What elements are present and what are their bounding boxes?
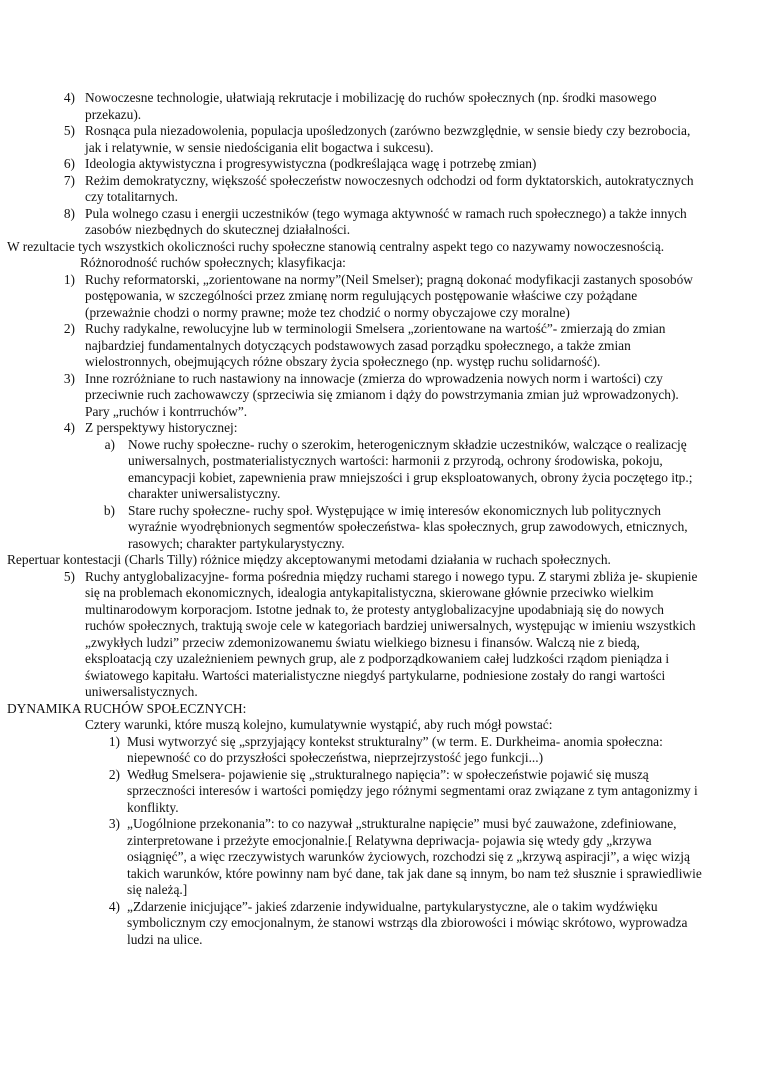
list-number: 6) [63,156,75,171]
list-number: 2) [108,766,120,782]
list-number: 8) [63,205,75,221]
list-item [0,173,700,206]
list-item [0,272,700,322]
list-number: 3) [108,816,120,831]
paragraph-repertoire: Repertuar kontestacji (Charls Tilly) różnice między akceptowanymi metodami działania w ruchach społecznych. [7,552,611,567]
list-text: Według Smelsera- pojawienie się „strukturalnego napięcia”: w społeczeństwie pojawić się muszą sprzeczności interesów i wartości pomiędzy jego różnymi segmentami oraz związane z tym antagonizmy i konflikty. [127,766,698,815]
list-text: Ruchy radykalne, rewolucyjne lub w terminologii Smelsera „zorientowane na wartość”- zmierzają do zmian najbardziej fundamentalnych dotyczących podstawowych zasad porządku społecznego, a także zmian wielostronnych, obejmujących różne obszary życia społecznego (np. występ ruchu solidarność). [85,321,666,369]
list-item [0,371,700,421]
list-text: „Uogólnione przekonania”: to co nazywał „strukturalne napięcie” musi być zauważone, zdefiniowane, zinterpretowane i przeżyte emocjonalnie.[ Relatywna depriwacja- pojawia się wtedy gdy „krzywa osiągnięć”, a więc rzeczywistych warunków życiowych, rozchodzi się z „krzywą aspiracji”, a więc wizją takich warunków, które powinny nam być dane, tak jak dane są innym, bo nam też słusznie i sprawiedliwie się należą.] [127,816,702,897]
list-item [0,123,700,156]
list-item [0,816,710,899]
list-number: 1) [63,271,75,287]
list-item [0,734,710,767]
list-text: Ideologia aktywistyczna i progresywistyczna (podkreślająca wagę i potrzebę zmian) [85,156,537,171]
list-text: Nowoczesne technologie, ułatwiają rekrutacje i mobilizację do ruchów społecznych (np. środki masowego przekazu). [85,90,657,122]
list-letter: b) [103,502,115,518]
list-item [0,899,710,949]
list-item [0,90,700,123]
list-item [0,156,700,173]
paragraph-result: W rezultacie tych wszystkich okoliczności ruchy społeczne stanowią centralny aspekt tego co nazywamy nowoczesnością. [7,238,665,254]
list-number: 4) [63,420,75,435]
heading-dynamics: DYNAMIKA RUCHÓW SPOŁECZNYCH: [7,700,247,716]
list-item [0,321,700,371]
sub-list-item [0,503,695,553]
list-number: 7) [63,172,75,188]
list-text: Ruchy reformatorski, „zorientowane na normy”(Neil Smelser); pragną dokonać modyfikacji zastanych sposobów postępowania, w szczególności przez zmianę norm regulujących postępowanie właściwe czy pożądane (przeważnie chodzi o normy prawne; może tez chodzić o normy obyczajowe czy moralne) [85,271,693,320]
list-number: 4) [108,898,120,914]
list-number: 5) [63,568,75,584]
list-text: Stare ruchy społeczne- ruchy społ. Występujące w imię interesów ekonomicznych lub politycznych wyraźnie wyodrębnionych segmentów społeczeństwa- klas społecznych, grup zawodowych, etnicznych, rasowych; charakter partykularystyczny. [128,502,688,551]
list-text: Inne rozróżniane to ruch nastawiony na innowacje (zmierza do wprowadzenia nowych norm i wartości) czy przeciwnie ruch zachowawczy (sprzeciwia się zmianom i dąży do powstrzymania zmian już wprowadzonych). Pary „ruchów i kontrruchów”. [85,370,679,419]
list-number: 3) [63,370,75,386]
list-item [0,420,700,437]
list-item [0,767,710,817]
list-number: 4) [63,90,75,105]
list-text: Musi wytworzyć się „sprzyjający kontekst strukturalny” (w term. E. Durkheima- anomia społeczna: niepewność co do przyszłości społeczeństwa, nieprzejrzystość jego funkcji...) [127,733,663,765]
list-text: „Zdarzenie inicjujące”- jakieś zdarzenie indywidualne, partykularystyczne, ale o takim wydźwięku symbolicznym czy emocjonalnym, że stanowi wstrząs dla zbiorowości i mówiąc skrótowo, wyprowadza ludzi na ulice. [127,898,688,947]
heading-classification: Różnorodność ruchów społecznych; klasyfikacja: [80,255,346,270]
list-text: Reżim demokratyczny, większość społeczeństw nowoczesnych odchodzi od form dyktatorskich, autokratycznych czy totalitarnych. [85,172,694,204]
list-item [0,206,700,239]
list-text: Nowe ruchy społeczne- ruchy o szerokim, heterogenicznym składzie uczestników, walczące o realizację uniwersalnych, postmaterialistycznych wartości: harmonii z przyrodą, ochrony środowiska, pokoju, emancypacji kobiet, zapewnienia praw mniejszości i grup eksploatowanych, obrony życia poczętego itp.; charakter uniwersalistyczny. [128,436,693,501]
list-number: 5) [63,123,75,138]
list-letter: a) [104,436,115,452]
list-text: Pula wolnego czasu i energii uczestników (tego wymaga aktywność w ramach ruch społecznego) a także innych zasobów niezbędnych do skutecznej działalności. [85,205,687,237]
list-number: 2) [63,321,75,336]
sub-list-item [0,437,695,503]
list-item [0,569,700,701]
list-text: Ruchy antyglobalizacyjne- forma pośrednia między ruchami starego i nowego typu. Z starymi zbliża je- skupienie się na problemach ekonomicznych, idealogia antykapitalistyczna, skierowane głównie przeciwko wielkim multinarodowym korporacjom. Istotne jednak to, że protesty antyglobalizacyjne upodabniają się do nowych ruchów społecznych, traktują swoje cele w kategoriach bardziej uniwersalnych, występując w imieniu wszystkich „zwykłych ludzi” przeciw zdemonizowanemu światu wielkiego biznesu i finansów. Walczą nie z biedą, eksploatacją czy uzależnieniem pewnych grup, ale z podporządkowaniem całej ludzkości rządom pieniądza i światowego kapitału. Wartości materialistyczne niegdyś partykularne, podniesione zostały do rangi wartości uniwersalistycznych. [85,568,698,699]
document-body [0,90,760,948]
list-text: Z perspektywy historycznej: [85,420,238,435]
intro-conditions: Cztery warunki, które muszą kolejno, kumulatywnie wystąpić, aby ruch mógł powstać: [85,717,553,732]
list-text: Rosnąca pula niezadowolenia, populacja upośledzonych (zarówno bezwzględnie, w sensie biedy czy bezrobocia, jak i relatywnie, w sensie niedościgania elit bogactwa i sukcesu). [85,123,691,155]
list-number: 1) [108,733,120,749]
